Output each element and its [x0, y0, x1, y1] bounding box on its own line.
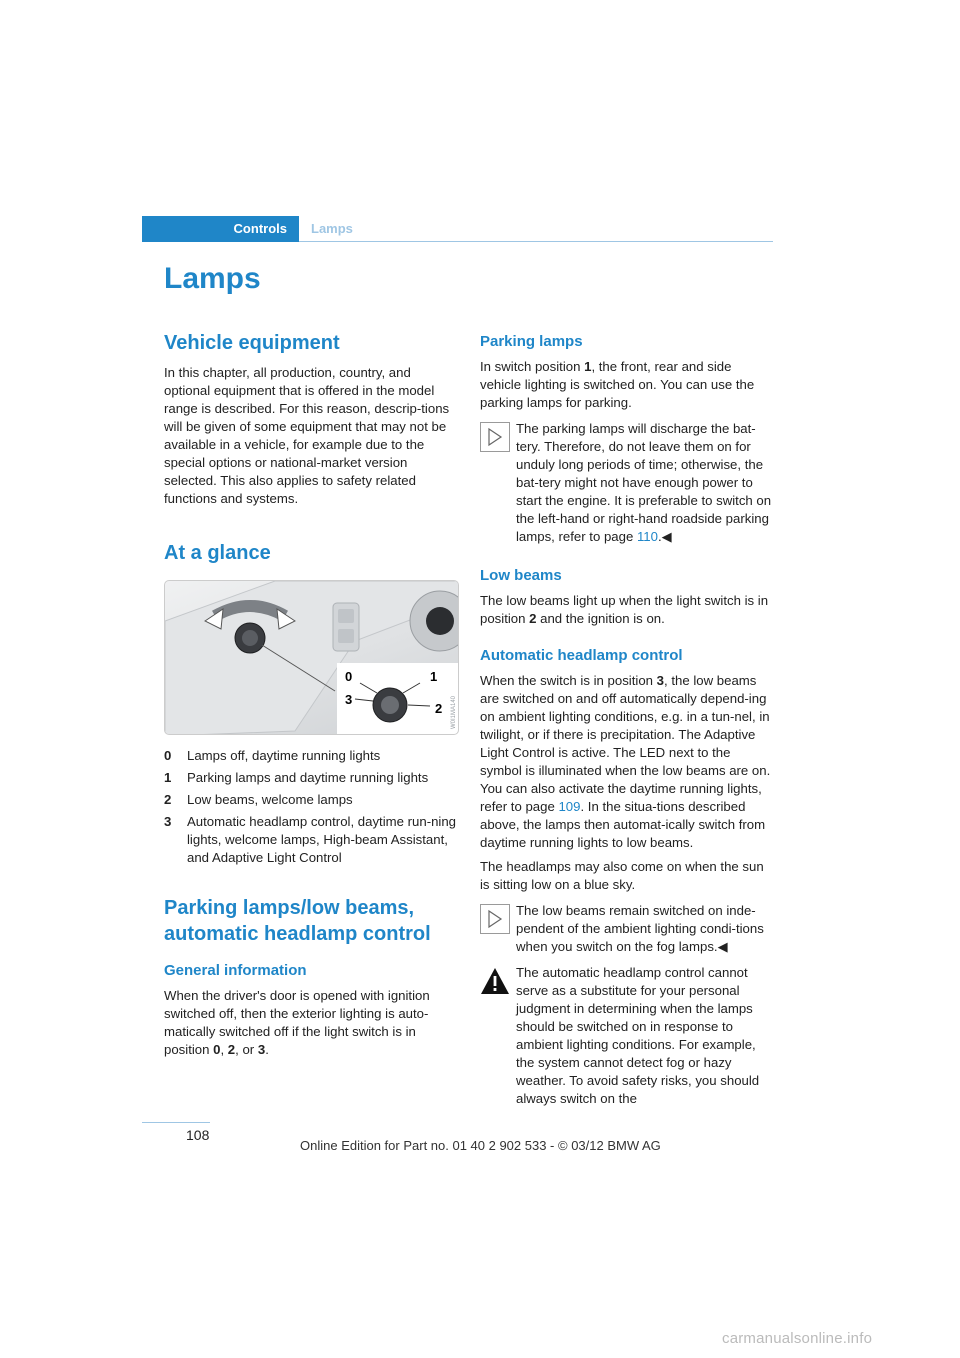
list-item — [164, 747, 459, 765]
parking-lamps-text: In switch position 1, the front, rear and side vehicle lighting is switched on. You can use the parking lamps for parking. — [480, 359, 755, 410]
heading-vehicle-equipment: Vehicle equipment — [164, 332, 340, 354]
parking-lamps-note — [480, 420, 775, 546]
list-item — [164, 813, 459, 867]
figure-label-0: 0 — [345, 669, 353, 684]
list-item — [164, 791, 459, 809]
note-arrow-icon — [480, 422, 510, 452]
figure-label-3: 3 — [345, 692, 353, 707]
fog-lamps-note — [480, 902, 775, 956]
heading-general-information: General information — [164, 962, 307, 979]
switch-position-list — [164, 747, 459, 867]
heading-at-a-glance: At a glance — [164, 542, 271, 564]
list-number: 3 — [164, 814, 172, 829]
headlamps-sun-text: The headlamps may also come on when the sun is sitting low on a blue sky. — [480, 859, 764, 892]
safety-warning-text: The automatic headlamp control cannot serve as a substitute for your personal judgment in determining when the lamps should be switched on in response to ambient lighting conditions. For example, the system cannot detect fog or hazy weather. To avoid safety risks, you should always switch on the — [516, 965, 760, 1106]
list-number: 2 — [164, 792, 172, 807]
heading-low-beams: Low beams — [480, 567, 562, 584]
figure-label-1: 1 — [430, 669, 438, 684]
heading-automatic-headlamp-control: Automatic headlamp control — [480, 647, 683, 664]
page-number-rule — [142, 1122, 210, 1123]
figure-code: W0I1MA140 — [451, 695, 457, 729]
header-rule — [299, 241, 773, 242]
vehicle-equipment-text: In this chapter, all production, country, and optional equipment that is offered in the model range is described. For this reason, descrip-tions will be given of some equipment that may not be available in a vehicle, for example due to the special options or national-market version selected. This also applies to safety related functions and systems. — [164, 365, 450, 506]
heading-parking-lamps: Parking lamps — [480, 333, 583, 350]
header-subsection: Lamps — [311, 221, 353, 236]
light-switch-illustration — [165, 581, 459, 735]
fog-lamps-note-text: The low beams remain switched on inde-pendent of the ambient lighting condi-tions when you switch on the fog lamps.◀ — [516, 903, 764, 954]
list-number: 1 — [164, 770, 172, 785]
figure-label-2: 2 — [435, 701, 443, 716]
page-link-110[interactable]: 110 — [636, 529, 658, 544]
list-text: Lamps off, daytime running lights — [187, 748, 381, 763]
header-section-tab: Controls — [142, 216, 299, 242]
light-switch-figure — [164, 580, 459, 735]
safety-warning — [480, 964, 775, 1108]
low-beams-text: The low beams light up when the light switch is in position 2 and the ignition is on. — [480, 593, 769, 626]
list-number: 0 — [164, 748, 172, 763]
warning-triangle-icon — [480, 966, 510, 996]
list-item — [164, 769, 459, 787]
page-title: Lamps — [164, 262, 261, 295]
list-text: Parking lamps and daytime running lights — [187, 770, 429, 785]
automatic-headlamp-text: When the switch is in position 3, the low beams are switched on and off automatically depend-ing on ambient lighting conditions, e.g. in a tun-nel, in twilight, or if there is precipitation. The Adaptive Light Control is active. The LED next to the symbol is illuminated when the low beams are on. You can also activate the daytime running lights, refer to page 109. In the situa-tions described above, the lamps then automat-ically switch from daytime running lights to low beams. — [480, 673, 771, 850]
left-column — [164, 330, 459, 1059]
parking-lamps-note-text: The parking lamps will discharge the bat-tery. Therefore, do not leave them on for unduly long periods of time; otherwise, the bat-tery might not have enough power to start the engine. It is preferable to switch on the left-hand or right-hand roadside parking lamps, refer to page 110.◀ — [516, 421, 772, 544]
footer-edition: Online Edition for Part no. 01 40 2 902 533 - © 03/12 BMW AG — [300, 1138, 661, 1153]
page-number: 108 — [186, 1127, 210, 1143]
list-text: Low beams, welcome lamps — [187, 792, 353, 807]
note-arrow-icon — [480, 904, 510, 934]
list-text: Automatic headlamp control, daytime run-ning lights, welcome lamps, High-beam Assistant, and Adaptive Light Control — [187, 814, 457, 865]
watermark: carmanualsonline.info — [722, 1330, 873, 1347]
right-column — [480, 332, 775, 1108]
heading-parking-low-beams: Parking lamps/low beams, automatic headlamp control — [164, 897, 431, 945]
page-link-109[interactable]: 109 — [558, 799, 581, 814]
general-information-text: When the driver's door is opened with ignition switched off, then the exterior lighting is auto-matically switched off if the light switch is in position 0, 2, or 3. — [164, 988, 430, 1057]
